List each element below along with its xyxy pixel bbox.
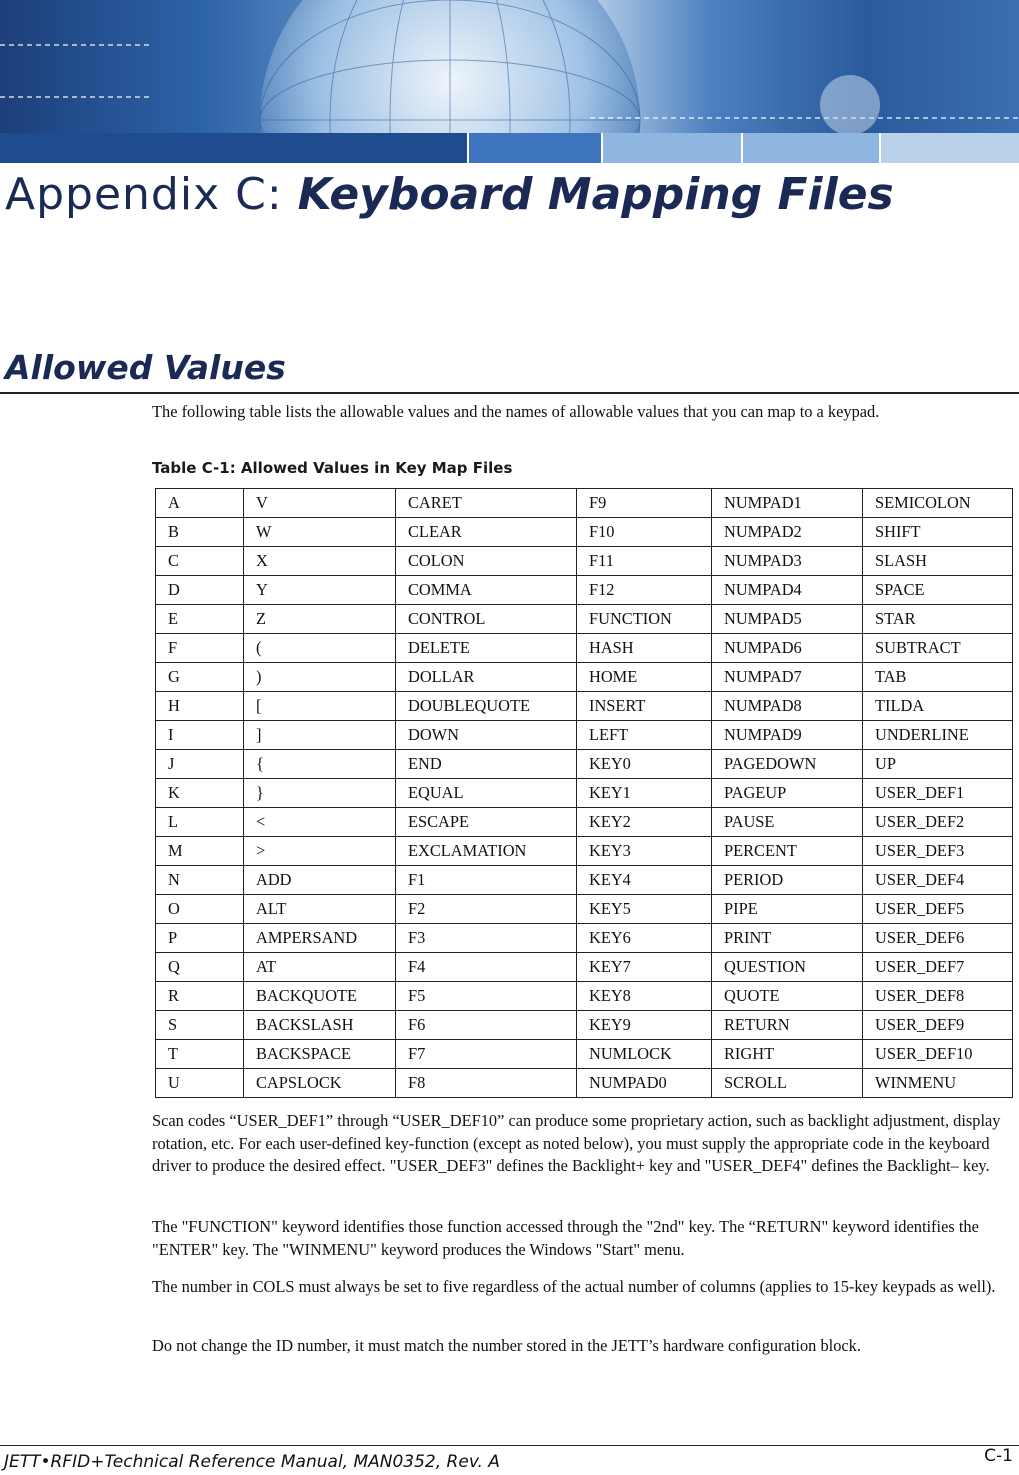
- table-cell: PERIOD: [712, 866, 863, 895]
- table-cell: F5: [396, 982, 577, 1011]
- globe-graphic: [0, 0, 1019, 133]
- table-cell: CAPSLOCK: [244, 1069, 396, 1098]
- table-cell: NUMLOCK: [577, 1040, 712, 1069]
- table-cell: UNDERLINE: [863, 721, 1013, 750]
- footer-divider: [0, 1445, 1019, 1446]
- table-row: [156, 924, 1013, 953]
- table-cell: KEY6: [577, 924, 712, 953]
- table-cell: LEFT: [577, 721, 712, 750]
- table-cell: H: [156, 692, 244, 721]
- table-cell: USER_DEF7: [863, 953, 1013, 982]
- table-row: [156, 692, 1013, 721]
- table-cell: ]: [244, 721, 396, 750]
- table-cell: KEY7: [577, 953, 712, 982]
- table-cell: {: [244, 750, 396, 779]
- table-row: [156, 808, 1013, 837]
- table-cell: F6: [396, 1011, 577, 1040]
- table-cell: COLON: [396, 547, 577, 576]
- table-cell: F4: [396, 953, 577, 982]
- header-banner: [0, 0, 1019, 163]
- table-cell: F1: [396, 866, 577, 895]
- table-cell: DELETE: [396, 634, 577, 663]
- table-cell: F2: [396, 895, 577, 924]
- table-cell: Y: [244, 576, 396, 605]
- table-cell: DOWN: [396, 721, 577, 750]
- table-cell: U: [156, 1069, 244, 1098]
- table-cell: COMMA: [396, 576, 577, 605]
- table-cell: QUOTE: [712, 982, 863, 1011]
- table-cell: USER_DEF8: [863, 982, 1013, 1011]
- table-cell: RETURN: [712, 1011, 863, 1040]
- table-cell: SPACE: [863, 576, 1013, 605]
- table-cell: FUNCTION: [577, 605, 712, 634]
- table-cell: PERCENT: [712, 837, 863, 866]
- table-row: [156, 489, 1013, 518]
- table-cell: E: [156, 605, 244, 634]
- table-cell: CONTROL: [396, 605, 577, 634]
- table-row: [156, 779, 1013, 808]
- table-cell: NUMPAD0: [577, 1069, 712, 1098]
- table-cell: SUBTRACT: [863, 634, 1013, 663]
- note-user-def: Scan codes “USER_DEF1” through “USER_DEF10” can produce some proprietary action, such as backlight adjustment, display rotation, etc. For each user-defined key-function (except as noted below), you must supply the appropriate code in the keyboard driver to produce the desired effect. "USER_DEF3" defines the Backlight+ key and "USER_DEF4" defines the Backlight– key.: [152, 1111, 1001, 1175]
- table-cell: A: [156, 489, 244, 518]
- table-cell: O: [156, 895, 244, 924]
- table-cell: D: [156, 576, 244, 605]
- table-cell: USER_DEF4: [863, 866, 1013, 895]
- note-id-number: Do not change the ID number, it must match the number stored in the JETT’s hardware configuration block.: [152, 1336, 861, 1355]
- table-cell: NUMPAD2: [712, 518, 863, 547]
- table-cell: USER_DEF10: [863, 1040, 1013, 1069]
- table-cell: SEMICOLON: [863, 489, 1013, 518]
- table-cell: W: [244, 518, 396, 547]
- table-cell: END: [396, 750, 577, 779]
- table-cell: NUMPAD3: [712, 547, 863, 576]
- section-heading: Allowed Values: [5, 348, 286, 387]
- table-caption: Table C-1: Allowed Values in Key Map Files: [152, 459, 513, 477]
- table-cell: BACKSLASH: [244, 1011, 396, 1040]
- table-cell: C: [156, 547, 244, 576]
- table-cell: (: [244, 634, 396, 663]
- table-cell: TAB: [863, 663, 1013, 692]
- table-cell: KEY9: [577, 1011, 712, 1040]
- table-cell: NUMPAD9: [712, 721, 863, 750]
- table-cell: NUMPAD4: [712, 576, 863, 605]
- table-cell: USER_DEF3: [863, 837, 1013, 866]
- table-cell: PAUSE: [712, 808, 863, 837]
- banner-globe-artwork: [0, 0, 1019, 133]
- table-cell: N: [156, 866, 244, 895]
- table-cell: I: [156, 721, 244, 750]
- table-cell: USER_DEF2: [863, 808, 1013, 837]
- table-cell: X: [244, 547, 396, 576]
- table-cell: KEY2: [577, 808, 712, 837]
- table-cell: Q: [156, 953, 244, 982]
- strip-segment: [0, 133, 467, 163]
- strip-segment: [603, 133, 741, 163]
- table-cell: EXCLAMATION: [396, 837, 577, 866]
- table-cell: TILDA: [863, 692, 1013, 721]
- banner-color-strip: [0, 133, 1019, 163]
- chapter-title: [5, 168, 894, 222]
- table-cell: F3: [396, 924, 577, 953]
- chapter-prefix: Appendix C:: [5, 169, 298, 220]
- table-cell: BACKSPACE: [244, 1040, 396, 1069]
- table-cell: USER_DEF5: [863, 895, 1013, 924]
- table-cell: ALT: [244, 895, 396, 924]
- table-cell: F10: [577, 518, 712, 547]
- table-cell: DOLLAR: [396, 663, 577, 692]
- table-cell: KEY0: [577, 750, 712, 779]
- table-row: [156, 605, 1013, 634]
- table-cell: F8: [396, 1069, 577, 1098]
- table-cell: ): [244, 663, 396, 692]
- table-cell: PRINT: [712, 924, 863, 953]
- table-cell: HASH: [577, 634, 712, 663]
- table-cell: SLASH: [863, 547, 1013, 576]
- table-row: [156, 982, 1013, 1011]
- table-cell: HOME: [577, 663, 712, 692]
- table-cell: V: [244, 489, 396, 518]
- table-cell: NUMPAD5: [712, 605, 863, 634]
- table-row: [156, 1069, 1013, 1098]
- table-cell: STAR: [863, 605, 1013, 634]
- table-cell: AMPERSAND: [244, 924, 396, 953]
- table-cell: USER_DEF1: [863, 779, 1013, 808]
- table-row: [156, 518, 1013, 547]
- table-cell: CARET: [396, 489, 577, 518]
- table-cell: <: [244, 808, 396, 837]
- table-cell: NUMPAD6: [712, 634, 863, 663]
- table-cell: ESCAPE: [396, 808, 577, 837]
- table-cell: }: [244, 779, 396, 808]
- table-row: [156, 721, 1013, 750]
- intro-paragraph: The following table lists the allowable values and the names of allowable values that you can map to a keypad.: [152, 402, 880, 421]
- table-row: [156, 576, 1013, 605]
- table-row: [156, 1040, 1013, 1069]
- chapter-name: Keyboard Mapping Files: [297, 169, 894, 220]
- table-cell: R: [156, 982, 244, 1011]
- table-cell: [: [244, 692, 396, 721]
- table-cell: Z: [244, 605, 396, 634]
- footer-manual-title: JETT•RFID+Technical Reference Manual, MAN0352, Rev. A: [4, 1452, 500, 1472]
- footer-page-number: C-1: [984, 1446, 1013, 1466]
- table-row: [156, 634, 1013, 663]
- table-cell: T: [156, 1040, 244, 1069]
- table-row: [156, 866, 1013, 895]
- table-cell: B: [156, 518, 244, 547]
- table-cell: >: [244, 837, 396, 866]
- table-row: [156, 1011, 1013, 1040]
- table-row: [156, 547, 1013, 576]
- table-row: [156, 953, 1013, 982]
- table-row: [156, 895, 1013, 924]
- table-cell: P: [156, 924, 244, 953]
- table-cell: USER_DEF9: [863, 1011, 1013, 1040]
- table-cell: J: [156, 750, 244, 779]
- table-cell: KEY1: [577, 779, 712, 808]
- table-cell: UP: [863, 750, 1013, 779]
- table-cell: SCROLL: [712, 1069, 863, 1098]
- allowed-values-table: [155, 488, 1013, 1098]
- table-cell: F11: [577, 547, 712, 576]
- table-cell: DOUBLEQUOTE: [396, 692, 577, 721]
- table-body: [156, 489, 1013, 1098]
- table-cell: KEY4: [577, 866, 712, 895]
- table-cell: BACKQUOTE: [244, 982, 396, 1011]
- table-cell: F: [156, 634, 244, 663]
- table-cell: USER_DEF6: [863, 924, 1013, 953]
- section-divider: [0, 392, 1019, 394]
- table-cell: RIGHT: [712, 1040, 863, 1069]
- table-cell: AT: [244, 953, 396, 982]
- note-cols: The number in COLS must always be set to five regardless of the actual number of columns (applies to 15-key keypads as well).: [152, 1277, 996, 1296]
- table-row: [156, 750, 1013, 779]
- table-row: [156, 837, 1013, 866]
- table-cell: KEY3: [577, 837, 712, 866]
- table-cell: EQUAL: [396, 779, 577, 808]
- table-cell: F12: [577, 576, 712, 605]
- table-cell: NUMPAD8: [712, 692, 863, 721]
- table-cell: NUMPAD7: [712, 663, 863, 692]
- table-cell: PAGEUP: [712, 779, 863, 808]
- table-cell: L: [156, 808, 244, 837]
- table-cell: S: [156, 1011, 244, 1040]
- table-cell: G: [156, 663, 244, 692]
- table-row: [156, 663, 1013, 692]
- table-cell: F7: [396, 1040, 577, 1069]
- table-cell: PAGEDOWN: [712, 750, 863, 779]
- strip-segment: [469, 133, 601, 163]
- strip-segment: [743, 133, 879, 163]
- table-cell: WINMENU: [863, 1069, 1013, 1098]
- strip-segment: [881, 133, 1019, 163]
- table-cell: CLEAR: [396, 518, 577, 547]
- table-cell: PIPE: [712, 895, 863, 924]
- table-cell: INSERT: [577, 692, 712, 721]
- table-cell: SHIFT: [863, 518, 1013, 547]
- note-function-keyword: The "FUNCTION" keyword identifies those function accessed through the "2nd" key. The “RETURN" keyword identifies the "ENTER" key. The "WINMENU" keyword produces the Windows "Start" menu.: [152, 1217, 979, 1259]
- table-cell: ADD: [244, 866, 396, 895]
- table-cell: KEY5: [577, 895, 712, 924]
- table-cell: M: [156, 837, 244, 866]
- table-cell: F9: [577, 489, 712, 518]
- table-cell: K: [156, 779, 244, 808]
- table-cell: NUMPAD1: [712, 489, 863, 518]
- table-cell: KEY8: [577, 982, 712, 1011]
- table-cell: QUESTION: [712, 953, 863, 982]
